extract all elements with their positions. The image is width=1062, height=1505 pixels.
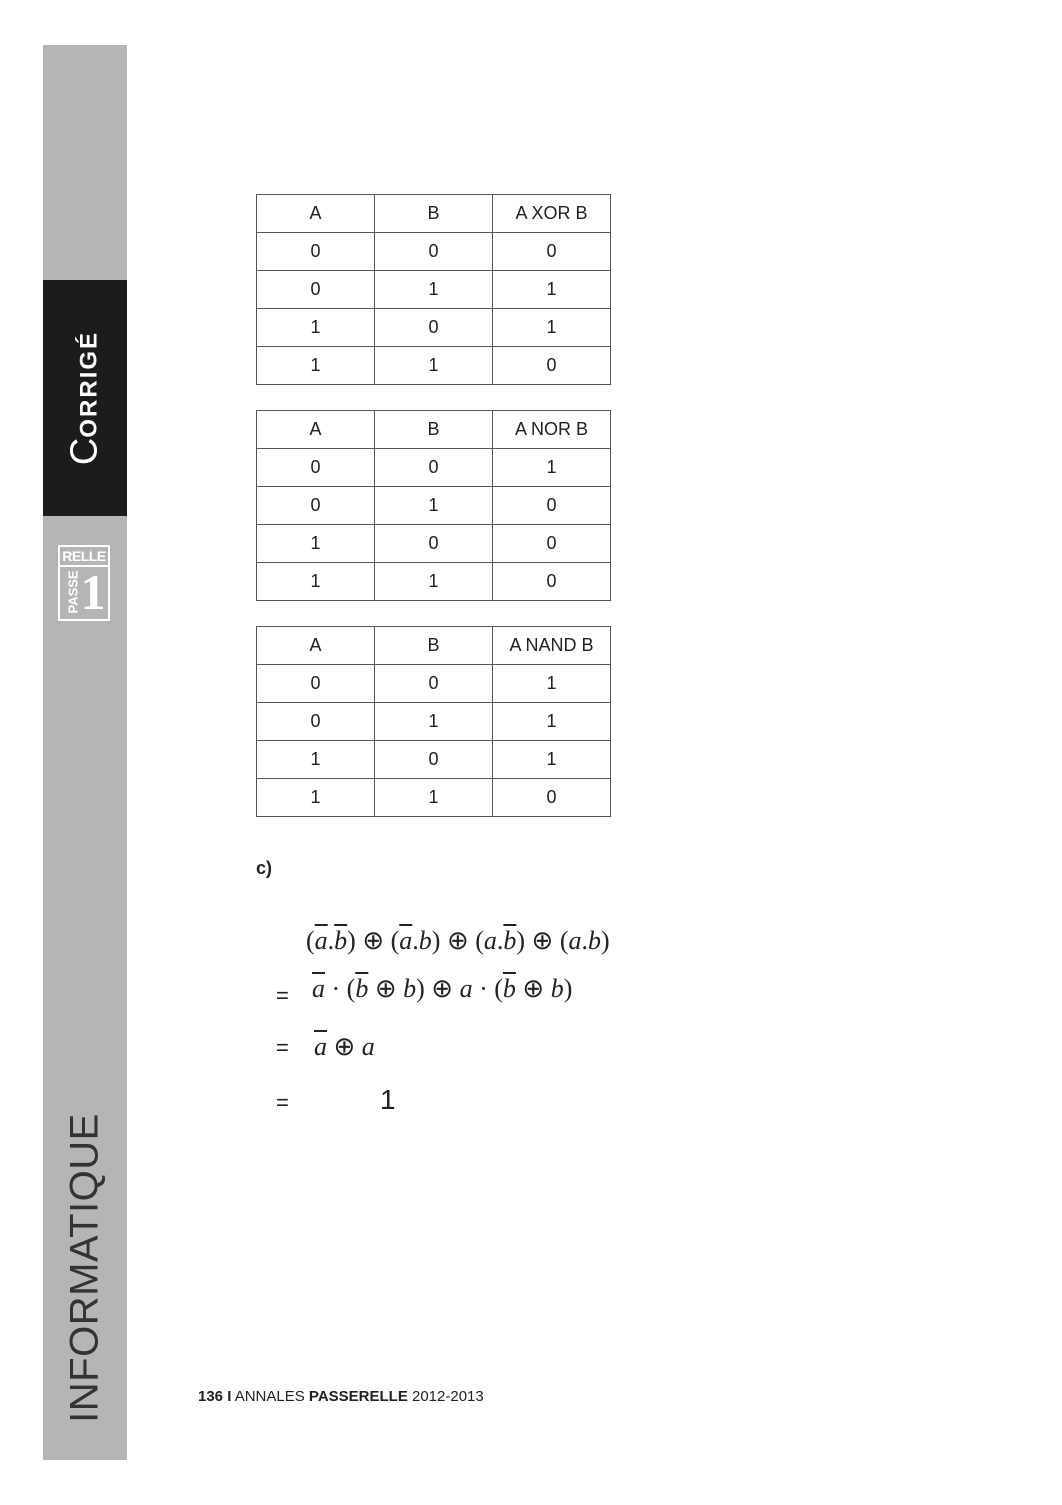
table-header-row	[257, 411, 611, 449]
table-cell: 0	[493, 347, 611, 385]
table-header-row	[257, 627, 611, 665]
passerelle-logo	[58, 545, 110, 621]
math-line-2: $\overline{a} \cdot (\overline{b}$ ⊕ b) ⊕ $a \cdot (\overline{b}$ ⊕ b)	[312, 974, 573, 1003]
equals-sign-2: =	[276, 1035, 289, 1060]
logo-relle: RELLE	[60, 547, 108, 567]
table-cell: 0	[375, 233, 493, 271]
table-cell: 1	[493, 741, 611, 779]
table-cell: 0	[375, 741, 493, 779]
table-cell: 1	[257, 309, 375, 347]
table-row	[257, 233, 611, 271]
table-row	[257, 563, 611, 601]
corrige-heading	[64, 331, 107, 465]
nand-table	[256, 626, 611, 817]
corrige-initial: C	[63, 437, 106, 466]
table-cell: 1	[257, 347, 375, 385]
table-cell: 0	[257, 271, 375, 309]
footer-separator: I	[227, 1388, 232, 1405]
table-cell: 1	[493, 665, 611, 703]
nor-table	[256, 410, 611, 601]
table-cell: 1	[375, 703, 493, 741]
table-cell: 0	[493, 487, 611, 525]
table-cell: 1	[257, 741, 375, 779]
table-header-cell: A NOR B	[493, 411, 611, 449]
table-row	[257, 525, 611, 563]
table-row	[257, 271, 611, 309]
table-cell: 1	[375, 779, 493, 817]
table-header-cell: B	[375, 627, 493, 665]
table-header-cell: B	[375, 195, 493, 233]
page-number: 136	[198, 1388, 224, 1405]
math-line-3: $\overline{a}$ ⊕ a	[314, 1032, 375, 1061]
footer-years: 2012-2013	[412, 1388, 484, 1405]
table-header-cell: A	[257, 411, 375, 449]
table-cell: 0	[257, 487, 375, 525]
math-line-1: $(\overline{a}.\overline{b})$ ⊕ $(\overline{a}.b)$ ⊕ $(a.\overline{b})$ ⊕ (a.b)	[306, 926, 610, 955]
table-cell: 1	[257, 525, 375, 563]
table-cell: 0	[493, 563, 611, 601]
table-header-cell: A NAND B	[493, 627, 611, 665]
table-row	[257, 665, 611, 703]
table-cell: 1	[257, 563, 375, 601]
table-row	[257, 703, 611, 741]
table-cell: 1	[375, 487, 493, 525]
table-cell: 1	[257, 779, 375, 817]
table-cell: 1	[493, 271, 611, 309]
table-cell: 0	[375, 665, 493, 703]
table-cell: 1	[493, 309, 611, 347]
corrige-rest: ORRIGÉ	[75, 330, 103, 438]
footer-annales: ANNALES	[234, 1388, 305, 1405]
table-row	[257, 779, 611, 817]
table-cell: 0	[493, 779, 611, 817]
table-row	[257, 309, 611, 347]
table-cell: 1	[375, 271, 493, 309]
math-result: 1	[380, 1084, 396, 1115]
section-label: c)	[256, 858, 273, 878]
table-cell: 0	[493, 525, 611, 563]
table-header-row	[257, 195, 611, 233]
table-cell: 1	[375, 347, 493, 385]
table-cell: 0	[257, 665, 375, 703]
footer-passerelle: PASSERELLE	[308, 1388, 408, 1405]
table-header-cell: B	[375, 411, 493, 449]
table-row	[257, 449, 611, 487]
table-cell: 0	[257, 233, 375, 271]
table-cell: 1	[493, 703, 611, 741]
equals-sign-3: =	[276, 1090, 289, 1115]
table-cell: 0	[375, 309, 493, 347]
logo-number: 1	[80, 564, 106, 620]
xor-table	[256, 194, 611, 385]
equals-sign-1: =	[276, 983, 289, 1008]
table-row	[257, 487, 611, 525]
table-cell: 1	[493, 449, 611, 487]
table-header-cell: A XOR B	[493, 195, 611, 233]
table-cell: 0	[257, 449, 375, 487]
logo-passe: PASSE	[65, 570, 81, 614]
table-cell: 0	[493, 233, 611, 271]
table-cell: 0	[375, 525, 493, 563]
table-header-cell: A	[257, 195, 375, 233]
table-row	[257, 347, 611, 385]
subject-title: INFORMATIQUE	[62, 1113, 107, 1423]
table-cell: 0	[375, 449, 493, 487]
page-footer	[198, 1388, 484, 1405]
table-header-cell: A	[257, 627, 375, 665]
table-cell: 1	[375, 563, 493, 601]
table-cell: 0	[257, 703, 375, 741]
table-row	[257, 741, 611, 779]
